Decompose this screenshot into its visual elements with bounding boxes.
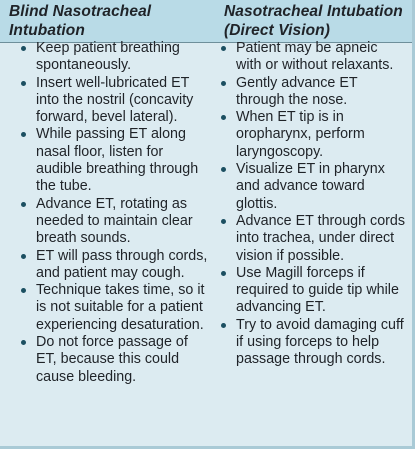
header-right-line2: (Direct Vision) — [224, 22, 330, 39]
header-left-line1: Blind Nasotracheal — [9, 3, 152, 20]
list-item-text: Patient may be apneic with or without relaxants. — [236, 40, 394, 74]
list-item — [36, 196, 209, 248]
bullet-icon — [21, 254, 26, 259]
bullet-icon — [21, 81, 26, 86]
list-item — [36, 334, 209, 386]
list-item-text: Visualize ET in pharynx and advance toward glottis. — [236, 161, 385, 212]
direct-vision-steps — [236, 40, 406, 369]
list-item — [236, 75, 406, 110]
list-item — [236, 213, 406, 265]
bullet-icon — [221, 271, 226, 276]
bullet-icon — [221, 167, 226, 172]
header-right-line1: Nasotracheal Intubation — [224, 3, 403, 20]
list-item-text: When ET tip is in oropharynx, perform laryngoscopy. — [236, 109, 365, 160]
list-item-text: Try to avoid damaging cuff if using forceps to help passage through cords. — [236, 316, 404, 368]
list-item — [36, 126, 209, 195]
table-header — [0, 0, 412, 43]
bullet-icon — [21, 202, 26, 207]
list-item-text: ET will pass through cords, and patient may cough. — [36, 247, 208, 281]
header-blind-nasotracheal — [9, 2, 199, 40]
list-item — [236, 161, 406, 213]
list-item — [36, 248, 209, 283]
bullet-icon — [21, 340, 26, 345]
list-item-text: Technique takes time, so it is not suitable for a patient experiencing desaturation. — [36, 282, 205, 333]
bullet-icon — [221, 219, 226, 224]
bullet-icon — [221, 81, 226, 86]
list-item-text: Use Magill forceps if required to guide tip while advancing ET. — [236, 264, 399, 316]
header-left-line2: Intubation — [9, 22, 85, 39]
bullet-icon — [21, 132, 26, 137]
list-item-text: Advance ET, rotating as needed to maintain clear breath sounds. — [36, 195, 193, 247]
blind-intubation-steps — [36, 40, 209, 386]
bullet-icon — [21, 46, 26, 51]
list-item-text: While passing ET along nasal floor, listen for audible breathing through the tube. — [36, 126, 199, 195]
header-direct-vision — [224, 2, 414, 40]
bullet-icon — [221, 115, 226, 120]
bullet-icon — [221, 323, 226, 328]
list-item — [36, 40, 209, 75]
list-item — [236, 109, 406, 161]
list-item-text: Keep patient breathing spontaneously. — [36, 40, 180, 74]
list-item — [36, 75, 209, 127]
list-item — [236, 317, 406, 369]
list-item-text: Advance ET through cords into trachea, under direct vision if possible. — [236, 212, 406, 264]
list-item-text: Insert well-lubricated ET into the nostril (concavity forward, bevel lateral). — [36, 74, 194, 126]
bullet-icon — [21, 288, 26, 293]
bullet-icon — [221, 46, 226, 51]
list-item — [236, 40, 406, 75]
list-item-text: Do not force passage of ET, because this could cause bleeding. — [36, 334, 188, 385]
list-item-text: Gently advance ET through the nose. — [236, 74, 358, 108]
list-item — [236, 265, 406, 317]
list-item — [36, 282, 209, 334]
